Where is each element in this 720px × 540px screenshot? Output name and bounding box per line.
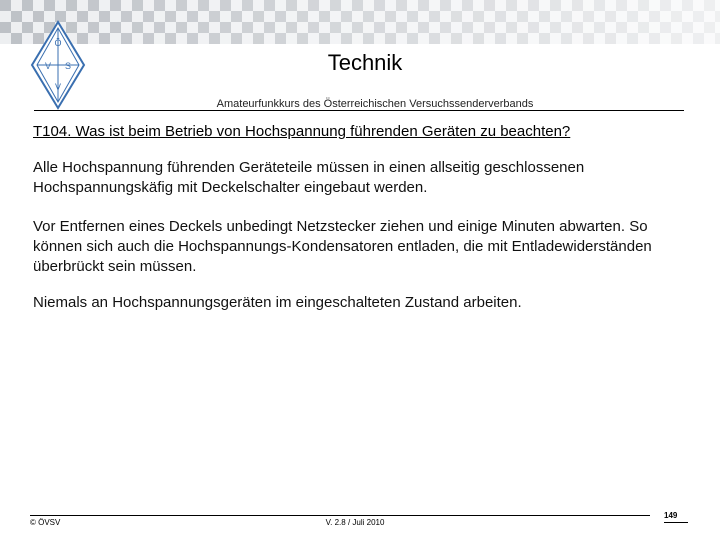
checker-cell [572,11,583,22]
checker-cell [517,0,528,11]
checker-cell [616,33,627,44]
checker-cell [121,22,132,33]
checker-cell [583,33,594,44]
checker-cell [308,11,319,22]
checker-cell [550,22,561,33]
checker-cell [693,11,704,22]
checker-cell [209,22,220,33]
checker-cell [319,11,330,22]
checker-cell [550,33,561,44]
checker-cell [176,33,187,44]
checker-cell [528,11,539,22]
checker-cell [176,0,187,11]
checker-cell [407,33,418,44]
checker-cell [682,33,693,44]
checker-cell [429,11,440,22]
checker-cell [231,33,242,44]
checker-cell [198,11,209,22]
checker-cell [374,11,385,22]
checker-cell [572,0,583,11]
checker-cell [319,0,330,11]
checker-cell [242,33,253,44]
checker-cell [231,22,242,33]
checker-cell [528,0,539,11]
checker-cell [121,0,132,11]
checker-cell [693,33,704,44]
question-heading: T104. Was ist beim Betrieb von Hochspannung führenden Geräten zu beachten? [33,123,571,140]
checker-cell [99,33,110,44]
checker-cell [583,0,594,11]
page-subtitle: Amateurfunkkurs des Österreichischen Versuchssenderverbands [216,98,534,110]
checker-cell [572,33,583,44]
checker-cell [671,11,682,22]
checker-cell [220,11,231,22]
checker-cell [550,11,561,22]
checker-cell [0,11,11,22]
checker-cell [682,11,693,22]
checker-cell [132,33,143,44]
checker-cell [473,22,484,33]
checker-cell [407,0,418,11]
page-number: 149 [664,511,678,520]
checker-cell [264,22,275,33]
checker-cell [407,22,418,33]
checker-cell [451,11,462,22]
checker-cell [660,0,671,11]
checker-cell [693,22,704,33]
checker-cell [506,33,517,44]
checker-cell [275,22,286,33]
checker-cell [638,0,649,11]
checker-cell [649,11,660,22]
checker-cell [473,33,484,44]
checker-cell [198,0,209,11]
checker-cell [506,0,517,11]
checker-cell [418,33,429,44]
checker-cell [297,11,308,22]
checker-cell [165,33,176,44]
checker-cell [330,33,341,44]
checker-cell [605,22,616,33]
checker-cell [385,22,396,33]
checker-cell [319,33,330,44]
checker-cell [517,11,528,22]
checker-cell [11,33,22,44]
checker-cell [440,11,451,22]
checker-cell [594,22,605,33]
checker-cell [539,11,550,22]
checker-cell [506,22,517,33]
checker-cell [11,0,22,11]
checker-cell [0,0,11,11]
checker-cell [165,22,176,33]
checker-cell [506,11,517,22]
checker-cell [528,33,539,44]
checker-cell [297,0,308,11]
checker-cell [517,22,528,33]
footer-divider [30,515,650,516]
checker-cell [286,0,297,11]
checker-cell [330,11,341,22]
checker-cell [132,22,143,33]
checker-cell [429,0,440,11]
checker-cell [154,22,165,33]
checker-cell [88,22,99,33]
checker-cell [220,22,231,33]
footer-copyright: © ÖVSV [30,518,61,527]
checker-cell [616,0,627,11]
checker-cell [649,33,660,44]
checker-cell [594,33,605,44]
checker-cell [418,22,429,33]
checker-cell [627,0,638,11]
checker-cell [165,11,176,22]
checker-pattern [0,0,720,44]
checker-cell [308,22,319,33]
checker-cell [473,0,484,11]
checker-cell [704,0,715,11]
checker-cell [649,22,660,33]
checker-cell [704,22,715,33]
oevsv-logo-icon [30,20,86,110]
checker-cell [539,22,550,33]
checker-cell [154,33,165,44]
checker-cell [121,33,132,44]
logo-letter-right: S [64,61,72,71]
checker-cell [484,0,495,11]
checker-cell [462,0,473,11]
answer-paragraph-2: Vor Entfernen eines Deckels unbedingt Netzstecker ziehen und einige Minuten abwarten. So können sich auch die Hochspannungs-Kondensatoren entladen, die mit Entladewiderständen überbrückt sein müssen. [33,218,652,275]
checker-cell [341,33,352,44]
checker-cell [286,33,297,44]
checker-cell [462,22,473,33]
checker-cell [352,11,363,22]
checker-cell [693,0,704,11]
checker-cell [99,11,110,22]
checker-cell [132,11,143,22]
checker-cell [264,11,275,22]
checker-cell [77,0,88,11]
checker-cell [363,11,374,22]
checker-cell [363,33,374,44]
checker-cell [594,0,605,11]
checker-cell [187,33,198,44]
checker-cell [88,11,99,22]
checker-cell [627,33,638,44]
checker-cell [451,0,462,11]
checker-cell [418,0,429,11]
checker-cell [220,0,231,11]
checker-cell [605,11,616,22]
checker-cell [121,11,132,22]
checker-cell [539,33,550,44]
logo-letter-top: Ö [54,38,62,48]
answer-paragraph-3: Niemals an Hochspannungsgeräten im eingeschalteten Zustand arbeiten. [33,294,522,311]
checker-cell [264,0,275,11]
checker-cell [297,22,308,33]
checker-cell [88,33,99,44]
checker-cell [649,0,660,11]
footer-version: V. 2.8 / Juli 2010 [325,518,385,527]
checker-cell [583,11,594,22]
checker-cell [429,33,440,44]
checker-cell [363,0,374,11]
checker-cell [297,33,308,44]
checker-cell [605,33,616,44]
checker-cell [319,22,330,33]
checker-cell [242,22,253,33]
checker-cell [627,22,638,33]
checker-cell [396,33,407,44]
checker-cell [473,11,484,22]
checker-cell [550,0,561,11]
checker-cell [209,11,220,22]
checker-cell [143,33,154,44]
checker-cell [605,0,616,11]
checker-cell [253,11,264,22]
checker-cell [484,33,495,44]
checker-cell [715,22,720,33]
checker-cell [330,0,341,11]
checker-cell [638,33,649,44]
checker-cell [440,33,451,44]
checker-cell [638,22,649,33]
checker-cell [561,22,572,33]
header-divider [34,110,684,111]
checker-cell [462,11,473,22]
checker-cell [462,33,473,44]
checker-cell [0,22,11,33]
checker-cell [187,0,198,11]
checker-cell [561,33,572,44]
checker-cell [682,22,693,33]
checker-cell [495,0,506,11]
checker-cell [22,0,33,11]
checker-cell [110,11,121,22]
logo-letter-bottom: V [54,82,62,92]
checker-cell [242,11,253,22]
checker-cell [704,11,715,22]
checker-cell [704,33,715,44]
checker-cell [715,33,720,44]
checker-cell [396,0,407,11]
checker-cell [429,22,440,33]
checker-cell [616,22,627,33]
checker-cell [11,11,22,22]
checker-cell [594,11,605,22]
checker-cell [495,33,506,44]
checker-cell [99,0,110,11]
checker-cell [55,0,66,11]
checker-cell [231,11,242,22]
checker-cell [385,11,396,22]
checker-cell [352,33,363,44]
checker-cell [110,33,121,44]
checker-cell [308,33,319,44]
page-number-underline [664,522,688,523]
checker-cell [176,11,187,22]
checker-cell [396,11,407,22]
checker-cell [99,22,110,33]
checker-cell [484,11,495,22]
checker-cell [231,0,242,11]
checker-cell [660,11,671,22]
checker-cell [385,33,396,44]
checker-cell [451,33,462,44]
checker-cell [88,0,99,11]
checker-cell [660,22,671,33]
checker-cell [187,22,198,33]
checker-cell [374,33,385,44]
checker-cell [286,11,297,22]
checker-cell [286,22,297,33]
checker-cell [517,33,528,44]
checker-cell [627,11,638,22]
checker-cell [143,0,154,11]
checker-cell [275,0,286,11]
checker-cell [539,0,550,11]
checker-cell [110,22,121,33]
checker-cell [341,0,352,11]
checker-cell [198,33,209,44]
checker-cell [242,0,253,11]
checker-cell [198,22,209,33]
checker-cell [374,0,385,11]
checker-cell [385,0,396,11]
checker-cell [341,11,352,22]
checker-cell [363,22,374,33]
checker-cell [495,22,506,33]
checker-cell [275,11,286,22]
checker-cell [220,33,231,44]
checker-cell [154,0,165,11]
checker-cell [495,11,506,22]
checker-cell [11,22,22,33]
checker-cell [143,22,154,33]
checker-cell [187,11,198,22]
checker-cell [715,0,720,11]
checker-cell [0,33,11,44]
checker-cell [660,33,671,44]
checker-cell [440,22,451,33]
page-title: Technik [327,50,403,75]
checker-cell [253,33,264,44]
checker-cell [308,0,319,11]
checker-cell [484,22,495,33]
checker-cell [374,22,385,33]
checker-cell [671,33,682,44]
checker-cell [275,33,286,44]
answer-paragraph-1: Alle Hochspannung führenden Geräteteile müssen in einen allseitig geschlossenen Hochspannungskäfig mit Deckelschalter eingebaut werden. [33,159,585,196]
checker-cell [715,11,720,22]
checker-cell [572,22,583,33]
checker-cell [132,0,143,11]
checker-cell [528,22,539,33]
checker-cell [264,33,275,44]
checker-cell [638,11,649,22]
checker-cell [33,0,44,11]
checker-cell [418,11,429,22]
checker-cell [176,22,187,33]
checker-cell [671,22,682,33]
checker-cell [407,11,418,22]
checker-cell [561,11,572,22]
checker-cell [209,33,220,44]
checker-cell [253,22,264,33]
checker-cell [253,0,264,11]
checker-cell [165,0,176,11]
checker-cell [561,0,572,11]
checker-cell [110,0,121,11]
checker-cell [66,0,77,11]
checker-cell [682,0,693,11]
checker-cell [451,22,462,33]
checker-cell [143,11,154,22]
checker-cell [341,22,352,33]
checker-cell [352,22,363,33]
checker-cell [440,0,451,11]
checker-cell [616,11,627,22]
checker-cell [330,22,341,33]
checker-cell [671,0,682,11]
checker-cell [396,22,407,33]
checker-cell [583,22,594,33]
checker-cell [209,0,220,11]
checker-cell [154,11,165,22]
checker-cell [352,0,363,11]
checker-cell [44,0,55,11]
logo-letter-left: V [44,61,52,71]
